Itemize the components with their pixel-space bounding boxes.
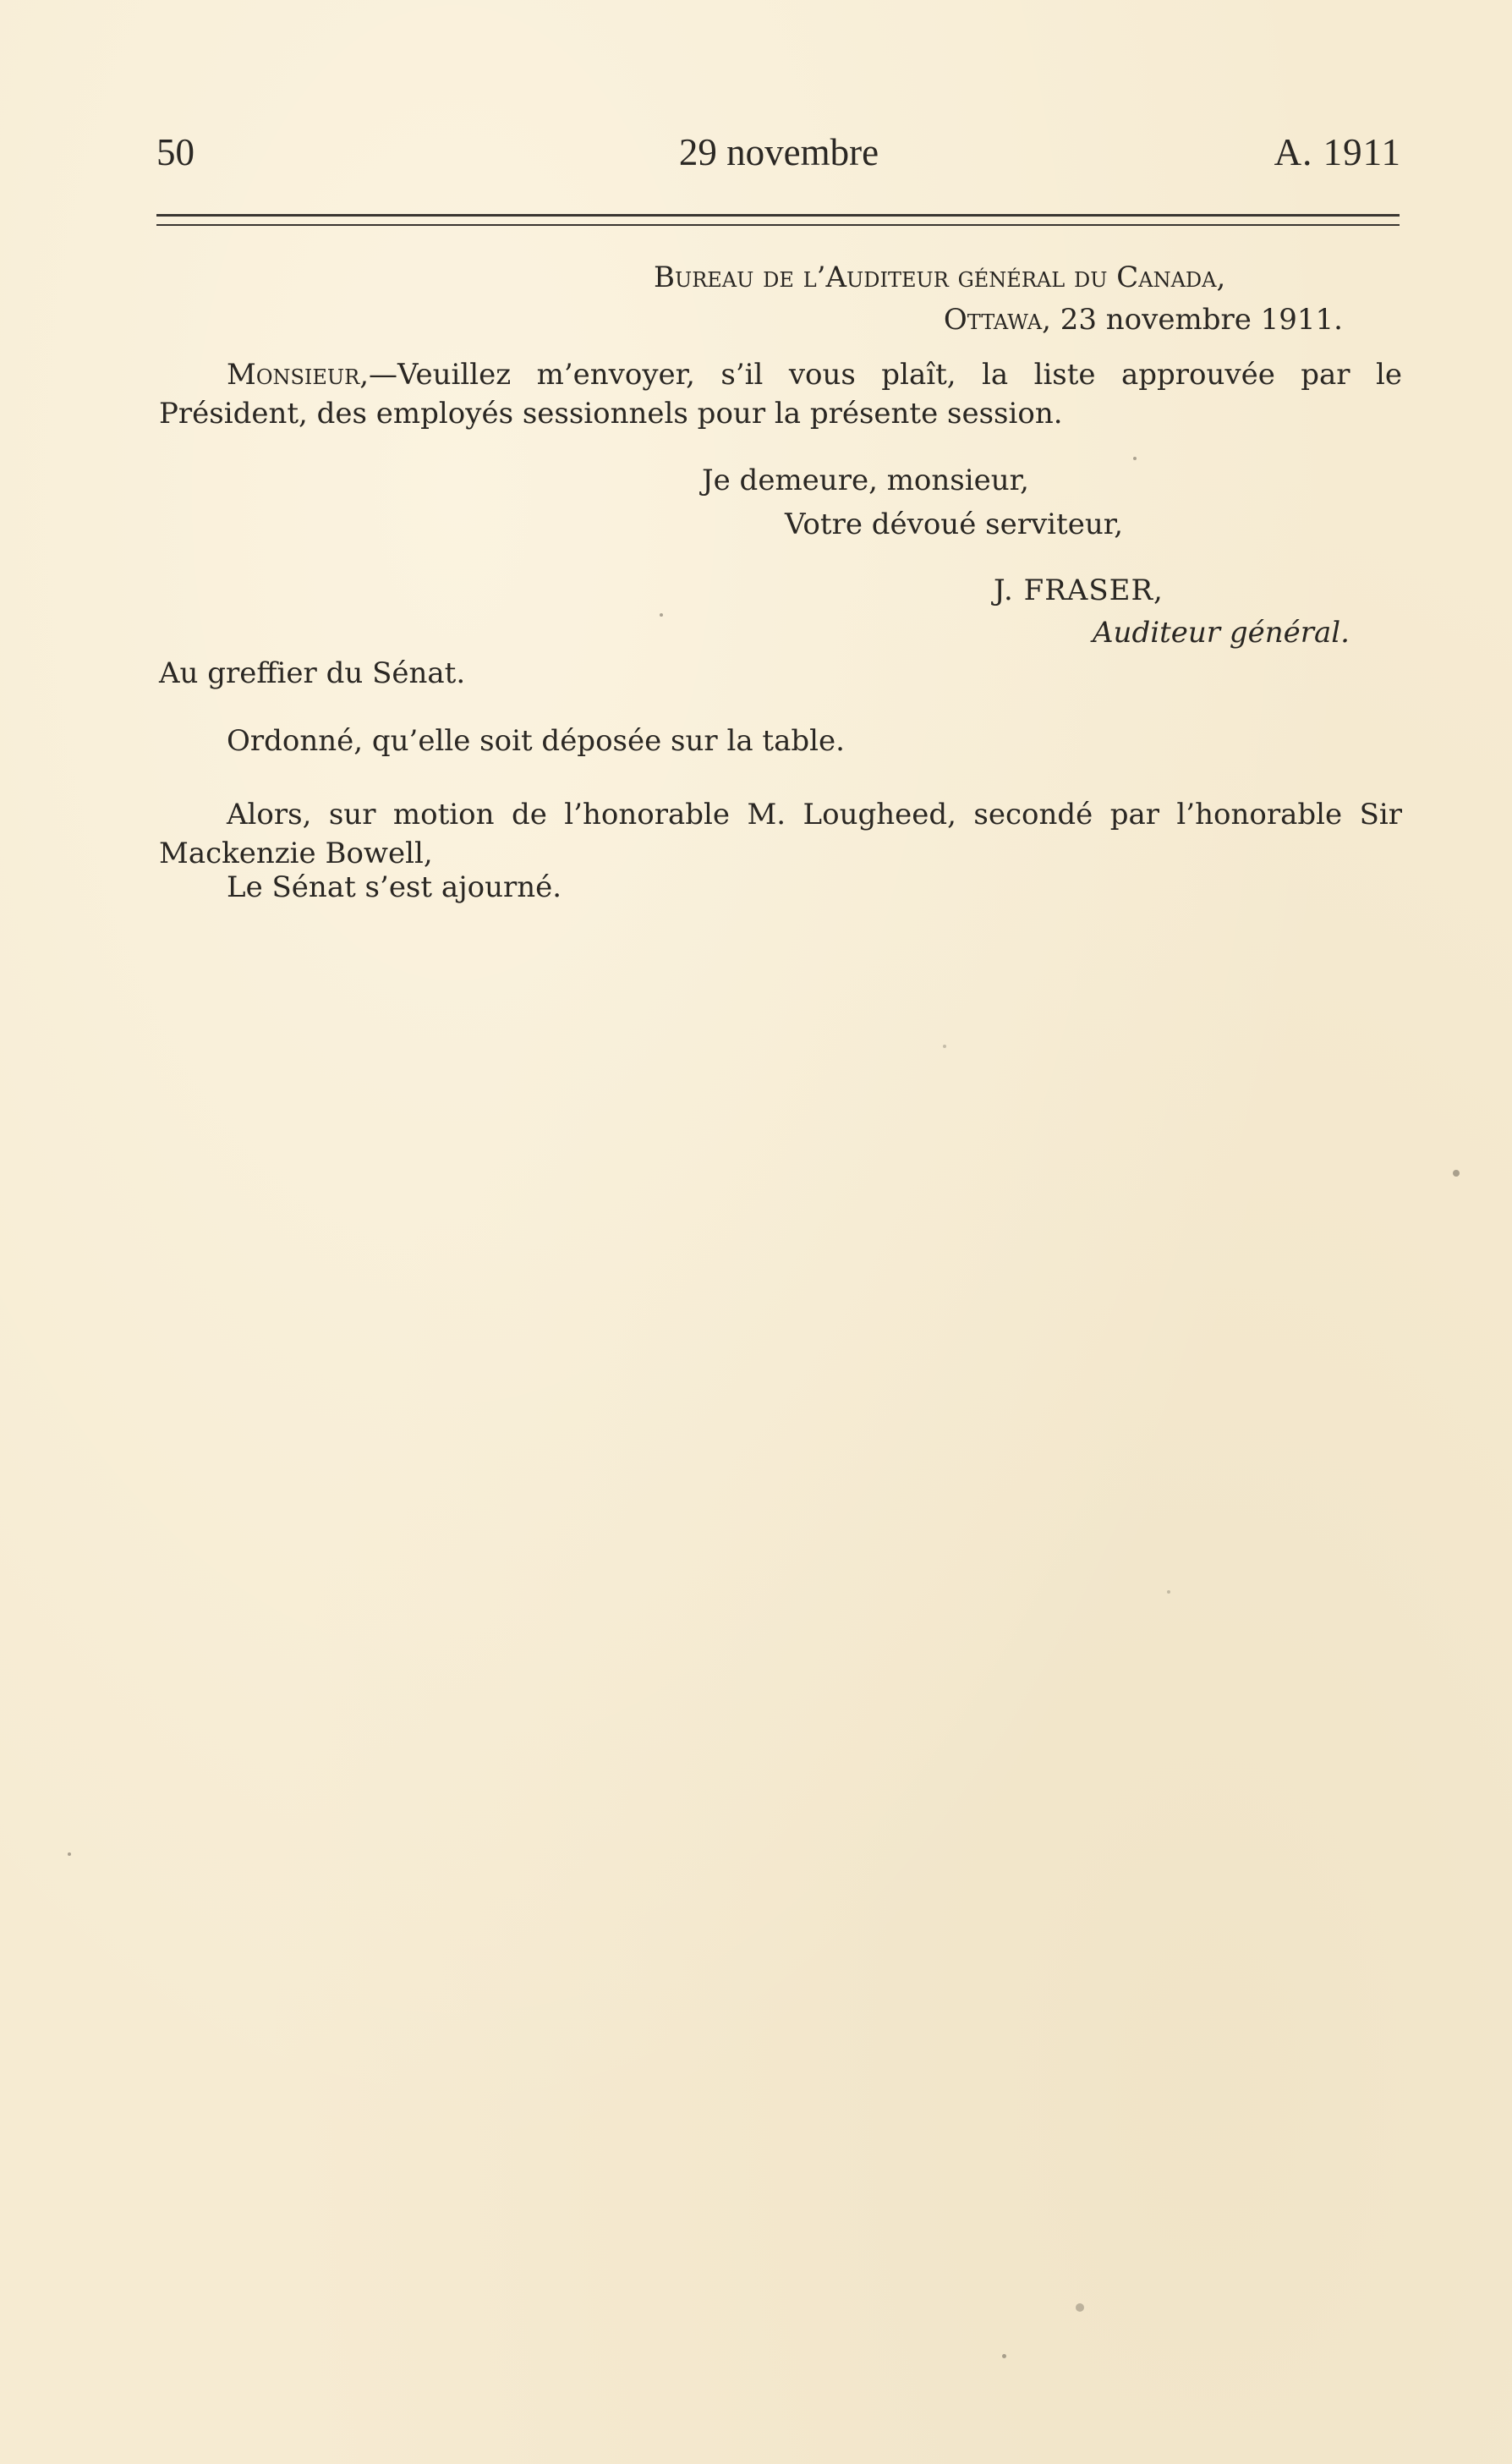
paper-speck xyxy=(1167,1590,1170,1594)
header-date: 29 novembre xyxy=(678,131,879,173)
paper-speck xyxy=(1076,2303,1084,2312)
header-rule-bottom xyxy=(156,224,1400,226)
page-number: 50 xyxy=(156,131,194,173)
order-statement: Ordonné, qu’elle soit déposée sur la table. xyxy=(227,724,845,758)
paper-speck xyxy=(68,1852,71,1856)
paper-speck xyxy=(943,1045,946,1048)
letter-salutation: Monsieur, xyxy=(227,358,370,392)
page-header xyxy=(156,127,1401,178)
paper-speck xyxy=(1133,457,1137,460)
letter-place: Ottawa, xyxy=(943,303,1051,337)
letter-date: 23 novembre 1911. xyxy=(1060,303,1343,337)
paper-speck xyxy=(1453,1170,1460,1177)
letter-closing-line-1: Je demeure, monsieur, xyxy=(702,464,1029,497)
letter-body-paragraph xyxy=(159,355,1402,433)
motion-paragraph: Alors, sur motion de l’honorable M. Lougheed, secondé par l’honorable Sir Mackenzie Bowell, xyxy=(159,798,1402,870)
paper-speck xyxy=(660,613,663,617)
letter-office: Bureau de l’Auditeur général du Canada, xyxy=(654,261,1226,294)
signature-title: Auditeur général. xyxy=(1093,616,1350,650)
letter-place-date xyxy=(944,300,1343,339)
letter-body: —Veuillez m’envoyer, s’il vous plaît, la liste approuvée par le Président, des employés sessionnels pour la présente session. xyxy=(159,358,1402,431)
header-rule-top xyxy=(156,214,1400,217)
letter-closing-line-2: Votre dévoué serviteur, xyxy=(785,508,1124,541)
letter-recipient: Au greffier du Sénat. xyxy=(159,656,466,690)
header-year: A. 1911 xyxy=(1274,131,1401,173)
paper-speck xyxy=(1002,2354,1006,2358)
adjournment-statement: Le Sénat s’est ajourné. xyxy=(227,870,562,904)
signature-name: J. FRASER, xyxy=(994,573,1164,607)
